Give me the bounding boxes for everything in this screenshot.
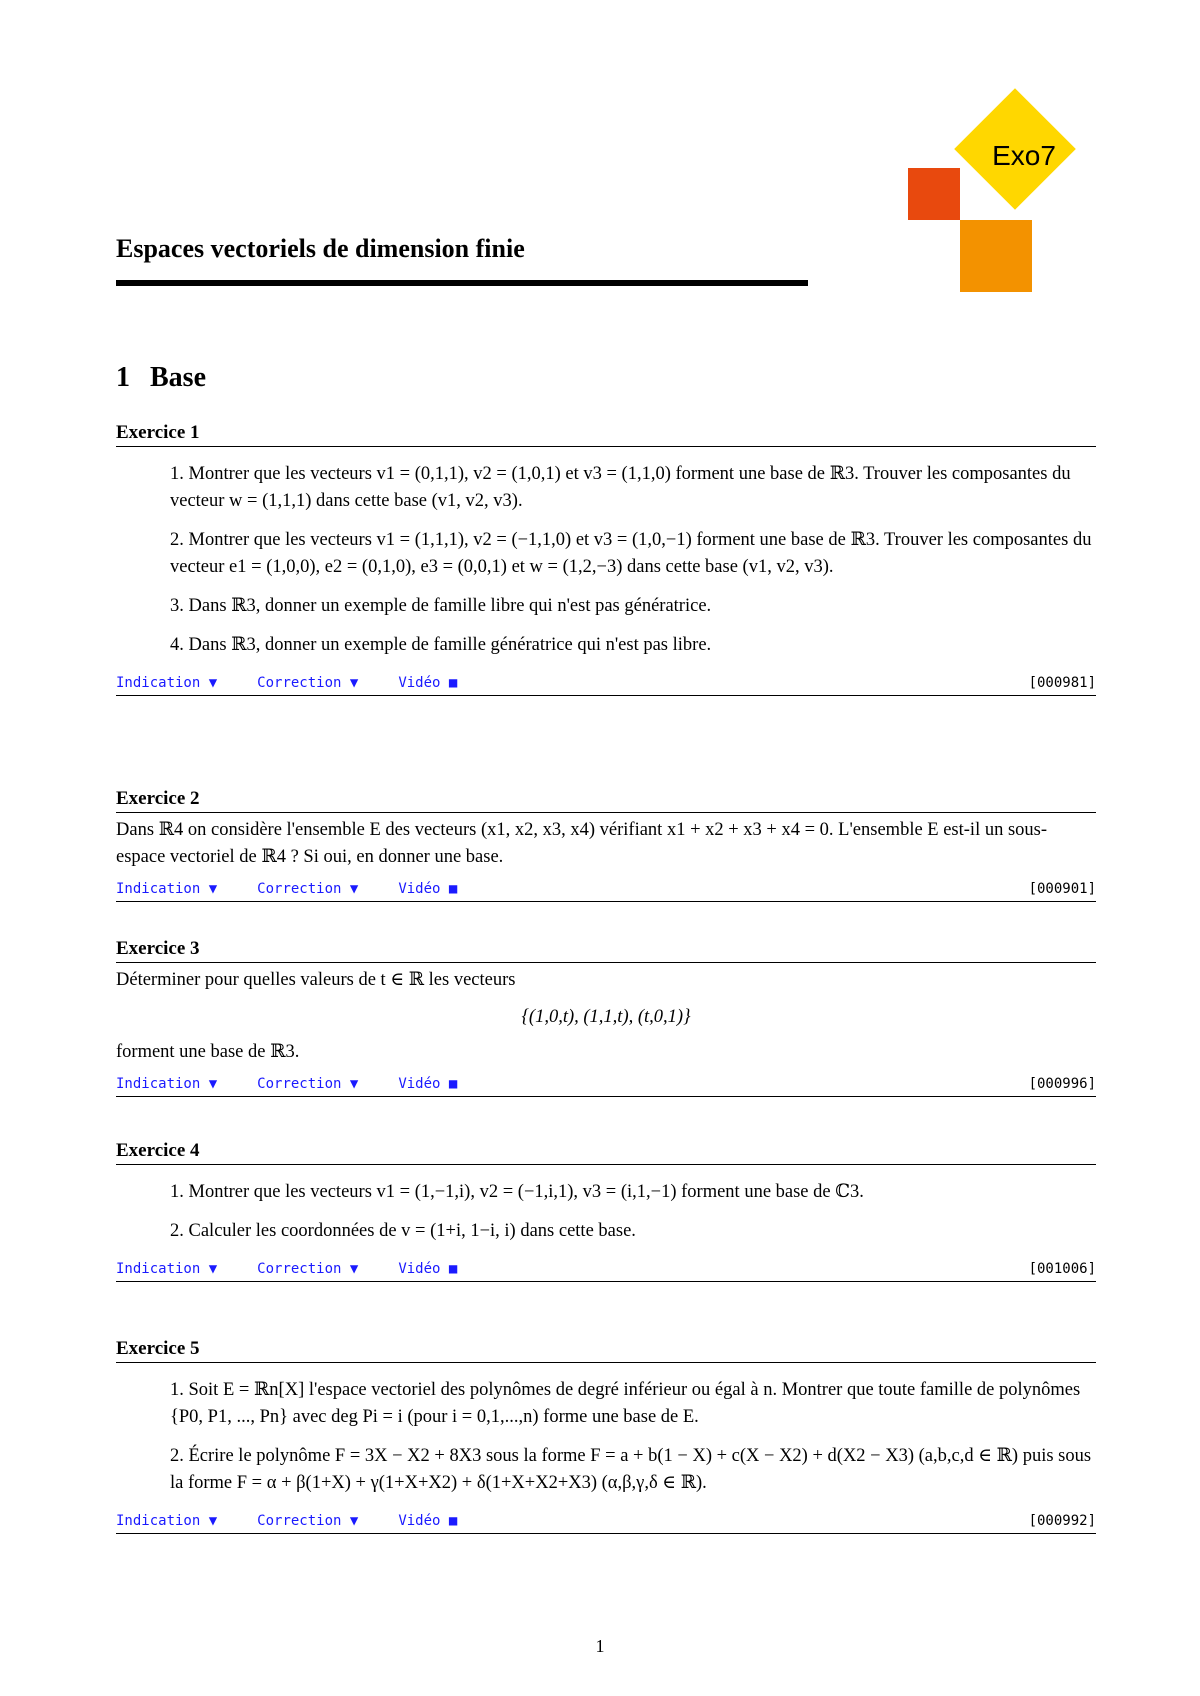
exercise-links bbox=[116, 877, 1096, 902]
exercise-1 bbox=[116, 420, 1096, 696]
exercise-title: Exercice 3 bbox=[116, 936, 1096, 963]
video-link[interactable]: Vidéo ■ bbox=[398, 880, 458, 897]
exercise-item: 2. Écrire le polynôme F = 3X − X2 + 8X3 sous la forme F = a + b(1 − X) + c(X − X2) + d(X2 − X3) (a,b,c,d ∈ ℝ) puis sous la forme F = α + β(1+X) + γ(1+X+X2) + δ(1+X+X2+X3) (α,β,γ,δ ∈ ℝ). bbox=[170, 1446, 1092, 1493]
exercise-item: 3. Dans ℝ3, donner un exemple de famille libre qui n'est pas génératrice. bbox=[170, 596, 712, 616]
exercise-title: Exercice 5 bbox=[116, 1336, 1096, 1363]
video-link[interactable]: Vidéo ■ bbox=[398, 1075, 458, 1092]
logo-text: Exo7 bbox=[992, 140, 1056, 171]
exercise-title: Exercice 2 bbox=[116, 786, 1096, 813]
exercise-items bbox=[116, 461, 1096, 659]
title-rule bbox=[116, 280, 808, 286]
correction-link[interactable]: Correction ▼ bbox=[257, 1260, 359, 1277]
indication-link[interactable]: Indication ▼ bbox=[116, 1260, 218, 1277]
correction-link[interactable]: Correction ▼ bbox=[257, 1075, 359, 1092]
correction-link[interactable]: Correction ▼ bbox=[257, 1512, 359, 1529]
exercise-items bbox=[116, 1377, 1096, 1497]
exercise-items bbox=[116, 1179, 1096, 1245]
section-title bbox=[116, 362, 206, 394]
exercise-ref: [000992] bbox=[1028, 1512, 1096, 1529]
exercise-item: 2. Montrer que les vecteurs v1 = (1,1,1), v2 = (−1,1,0) et v3 = (1,0,−1) forment une base de ℝ3. Trouver les composantes du vecteur e1 = (1,0,0), e2 = (0,1,0), e3 = (0,0,1) et w = (1,2,−3) dans cette base (v1, v2, v3). bbox=[170, 530, 1092, 577]
exercise-item: 2. Calculer les coordonnées de v = (1+i, 1−i, i) dans cette base. bbox=[170, 1221, 636, 1241]
exercise-item: 4. Dans ℝ3, donner un exemple de famille génératrice qui n'est pas libre. bbox=[170, 635, 712, 655]
exercise-2 bbox=[116, 786, 1096, 902]
display-math: {(1,0,t), (1,1,t), (t,0,1)} bbox=[521, 1007, 691, 1027]
exercise-item: 1. Montrer que les vecteurs v1 = (1,−1,i), v2 = (−1,i,1), v3 = (i,1,−1) forment une base de ℂ3. bbox=[170, 1182, 864, 1202]
indication-link[interactable]: Indication ▼ bbox=[116, 880, 218, 897]
section-name: Base bbox=[150, 362, 206, 393]
correction-link[interactable]: Correction ▼ bbox=[257, 674, 359, 691]
video-link[interactable]: Vidéo ■ bbox=[398, 674, 458, 691]
exercise-links bbox=[116, 1257, 1096, 1282]
indication-link[interactable]: Indication ▼ bbox=[116, 1512, 218, 1529]
video-link[interactable]: Vidéo ■ bbox=[398, 1260, 458, 1277]
exercise-ref: [000901] bbox=[1028, 880, 1096, 897]
exercise-ref: [000996] bbox=[1028, 1075, 1096, 1092]
exercise-3 bbox=[116, 936, 1096, 1097]
exercise-ref: [000981] bbox=[1028, 674, 1096, 691]
logo-orange-square bbox=[960, 220, 1032, 292]
exo7-logo bbox=[908, 96, 1068, 292]
exercise-links bbox=[116, 1509, 1096, 1534]
exercise-item: 1. Montrer que les vecteurs v1 = (0,1,1), v2 = (1,0,1) et v3 = (1,1,0) forment une base de ℝ3. Trouver les composantes du vecteur w = (1,1,1) dans cette base (v1, v2, v3). bbox=[170, 464, 1071, 511]
correction-link[interactable]: Correction ▼ bbox=[257, 880, 359, 897]
logo-red-square bbox=[908, 168, 960, 220]
section-number: 1 bbox=[116, 362, 130, 393]
exercise-text: Dans ℝ4 on considère l'ensemble E des vecteurs (x1, x2, x3, x4) vérifiant x1 + x2 + x3 + x4 = 0. L'ensemble E est-il un sous-espace vectoriel de ℝ4 ? Si oui, en donner une base. bbox=[116, 820, 1048, 867]
page-number: 1 bbox=[595, 1636, 605, 1656]
exercise-links bbox=[116, 1072, 1096, 1097]
exercise-links bbox=[116, 671, 1096, 696]
exercise-4 bbox=[116, 1138, 1096, 1282]
exercise-title: Exercice 1 bbox=[116, 420, 1096, 447]
exercise-text: Déterminer pour quelles valeurs de t ∈ ℝ les vecteurs bbox=[116, 970, 516, 990]
indication-link[interactable]: Indication ▼ bbox=[116, 1075, 218, 1092]
document-title: Espaces vectoriels de dimension finie bbox=[116, 234, 525, 263]
exercise-item: 1. Soit E = ℝn[X] l'espace vectoriel des polynômes de degré inférieur ou égal à n. Montrer que toute famille de polynômes {P0, P1, ..., Pn} avec deg Pi = i (pour i = 0,1,...,n) forme une base de E. bbox=[170, 1380, 1081, 1427]
exercise-5 bbox=[116, 1336, 1096, 1534]
exercise-title: Exercice 4 bbox=[116, 1138, 1096, 1165]
exercise-ref: [001006] bbox=[1028, 1260, 1096, 1277]
video-link[interactable]: Vidéo ■ bbox=[398, 1512, 458, 1529]
exercise-text-2: forment une base de ℝ3. bbox=[116, 1042, 300, 1062]
indication-link[interactable]: Indication ▼ bbox=[116, 674, 218, 691]
